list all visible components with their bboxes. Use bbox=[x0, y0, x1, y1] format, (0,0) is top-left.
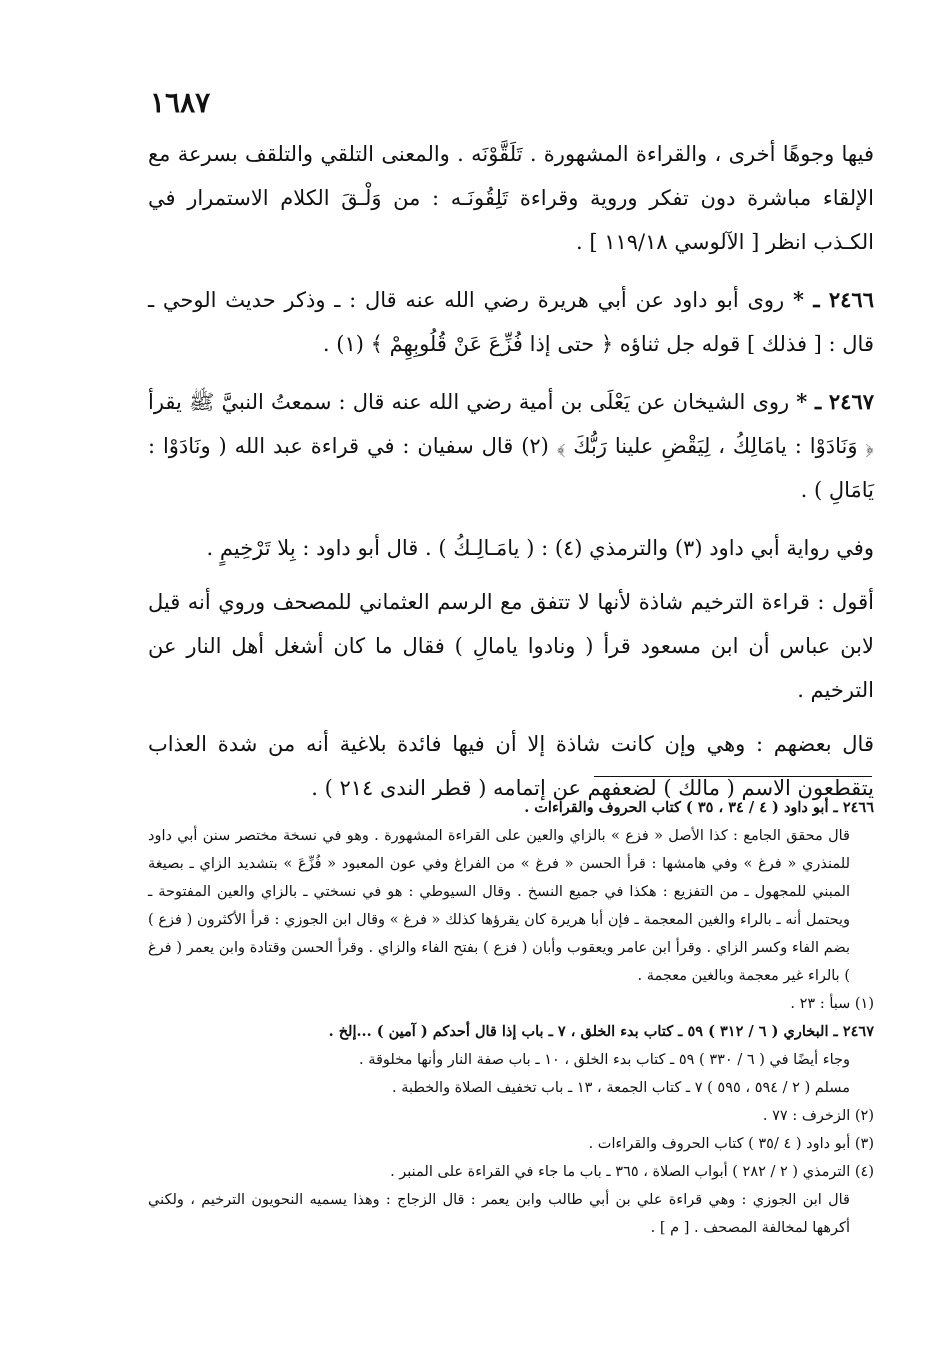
footnotes bbox=[148, 794, 874, 1242]
footnote-line: وجاء أيضًا في ( ٦ / ٣٣٠ ) ٥٩ ـ كتاب بدء الخلق ، ١٠ ـ باب صفة النار وأنها مخلوقة . bbox=[359, 1052, 850, 1068]
footnote-2: (٢) الزخرف : ٧٧ . bbox=[762, 1108, 874, 1124]
hadith-text: روى أبو داود عن أبي هريرة رضي الله عنه قال : ـ وذكر حديث الوحي ـ قال : [ فذلك ] قوله جل ثناؤه ﴿ حتى إذا فُزِّعَ عَنْ قُلُوبِهِمْ ﴾ (١) . bbox=[148, 288, 874, 356]
paragraph-aqul: أقول : قراءة الترخيم شاذة لأنها لا تتفق مع الرسم العثماني للمصحف وروي أنه قيل لابن عباس أن ابن مسعود قرأ ( ونادوا يامالِ ) فقال ما كان أشغل أهل النار عن الترخيم . bbox=[148, 590, 874, 702]
footnote-line: مسلم ( ٢ / ٥٩٤ ، ٥٩٥ ) ٧ ـ كتاب الجمعة ، ١٣ ـ باب تخفيف الصلاة والخطبة . bbox=[392, 1080, 850, 1096]
footnote-3: (٣) أبو داود ( ٤ /٣٥ ) كتاب الحروف والقراءات . bbox=[588, 1136, 874, 1152]
paragraph-intro: فيها وجوهًا أخرى ، والقراءة المشهورة . تَلَقَّوْنَه . والمعنى التلقي والتلقف بسرعة مع الإلقاء مباشرة دون تفكر وروية وقراءة تَلِقُونَـه : من وَلْـقَ الكلام الاستمرار في الكـذب انظر [ الآلوسي ١١٩/١٨ ] . bbox=[148, 142, 874, 254]
hadith-2467 bbox=[148, 380, 874, 512]
hadith-number: ٢٤٦٧ ـ * bbox=[796, 389, 875, 414]
footnote-4: (٤) الترمذي ( ٢ / ٢٨٢ ) أبواب الصلاة ، ٣٦٥ ـ باب ما جاء في القراءة على المنبر . bbox=[390, 1164, 874, 1180]
paragraph-qala: قال بعضهم : وهي وإن كانت شاذة إلا أن فيها فائدة بلاغية أنه من شدة العذاب يتقطعون الاسم ( مالك ) لضعفهم عن إتمامه ( قطر الندى ٢١٤ ) . bbox=[148, 732, 874, 800]
footnote-ref-2466: ٢٤٦٦ ـ أبو داود ( ٤ / ٣٤ ، ٣٥ ) كتاب الحروف والقراءات . bbox=[524, 799, 874, 816]
paragraph-abudawud: وفي رواية أبي داود (٣) والترمذي (٤) : ( يامَـالِـكُ ) . قال أبو داود : بِلا تَرْخِيمٍ . bbox=[206, 536, 874, 560]
hadith-text: روى الشيخان عن يَعْلَى بن أمية رضي الله عنه قال : سمعتُ النبيَّ ﷺ يقرأ ﴿ وَنَادَوْا : يامَالِكُ ، لِيَقْضِ علينا رَبُّكَ ﴾ (٢) قال سفيان : في قراءة عبد الله ( ونَادَوْا : يَامَالِ ) . bbox=[148, 390, 874, 502]
footnote-ref-2467: ٢٤٦٧ ـ البخاري ( ٦ / ٣١٢ ) ٥٩ ـ كتاب بدء الخلق ، ٧ ـ باب إذا قال أحدكم ( آمين ) ...إلخ . bbox=[328, 1023, 874, 1040]
footnote-divider bbox=[594, 776, 872, 777]
main-text bbox=[148, 132, 874, 824]
footnote-commentary: قال محقق الجامع : كذا الأصل « فزع » بالزاي والعين على القراءة المشهورة . وهو في نسخة مختصر سنن أبي داود للمنذري « فرغ » وفي هامشها : قرأ الحسن « فرغ » من الفراغ وفي عون المعبود « فُزِّعَ » بتشديد الزاي ـ بصيغة المبني للمجهول ـ من التفزيع : هكذا في جميع النسخ . وقال السيوطي : هو في نسختي ـ بالزاي والعين المفتوحة ـ ويحتمل أنه ـ بالراء والغين المعجمة ـ فإن أبا هريرة كان يقرؤها كذلك « فرغ » وقال ابن الجوزي : قرأ الأكثرون ( فزع ) بضم الفاء وكسر الزاي . وقرأ ابن عامر ويعقوب وأبان ( فزع ) بفتح الفاء والزاي . وقرأ الحسن وقتادة وابن يعمر ( فرغ ) بالراء غير معجمة وبالغين معجمة . bbox=[148, 828, 850, 984]
hadith-number: ٢٤٦٦ ـ * bbox=[792, 287, 874, 312]
hadith-2466 bbox=[148, 278, 874, 366]
page-number: ١٦٨٧ bbox=[150, 86, 211, 119]
footnote-1: (١) سبأ : ٢٣ . bbox=[790, 996, 874, 1012]
footnote-line: قال ابن الجوزي : وهي قراءة علي بن أبي طالب وابن يعمر : قال الزجاج : وهذا يسميه النحويون الترخيم ، ولكني أكرهها لمخالفة المصحف . [ م ] . bbox=[148, 1192, 850, 1236]
